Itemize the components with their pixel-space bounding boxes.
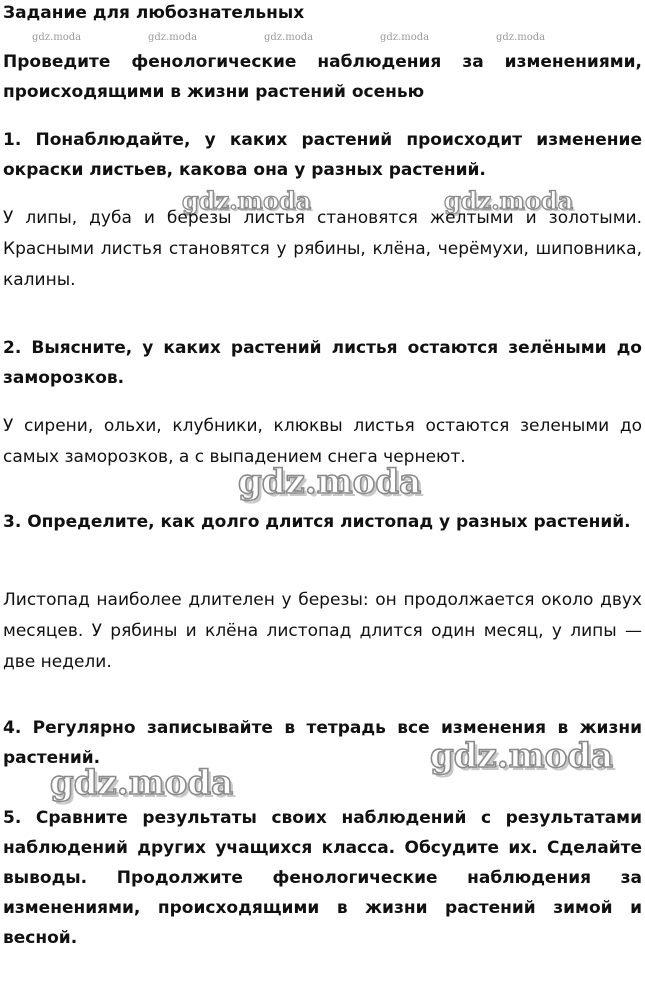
watermark: gdz.moda [430, 736, 614, 776]
watermark: gdz.moda [32, 32, 82, 43]
watermark: gdz.moda [148, 32, 198, 43]
task-2-question: 2. Выясните, у каких растений листья остаются зелёными до заморозков. [3, 338, 642, 388]
task-1-question: 1. Понаблюдайте, у каких растений происходит изменение окраски листьев, какова она у разных растений. [3, 130, 642, 180]
task-4-question: 4. Регулярно записывайте в тетрадь все изменения в жизни растений. [3, 718, 642, 768]
watermark: gdz.moda [238, 462, 422, 502]
task-3-answer: Листопад наиболее длителен у березы: он продолжается около двух месяцев. У рябины и клёна листопад длится один месяц, у липы — две недели. [3, 590, 642, 672]
task-2-answer: У сирени, ольхи, клубники, клюквы листья остаются зелеными до самых заморозков, а с выпадением снега чернеют. [3, 416, 642, 467]
watermark: gdz.moda [496, 32, 546, 43]
task-intro: Проведите фенологические наблюдения за изменениями, происходящими в жизни растений осенью [3, 52, 642, 102]
page-title: Задание для любознательных [3, 3, 305, 23]
watermark: gdz.moda [50, 763, 234, 803]
watermark: gdz.moda [380, 32, 430, 43]
watermark: gdz.moda [444, 186, 574, 215]
watermark: gdz.moda [264, 32, 314, 43]
task-5-question: 5. Сравните результаты своих наблюдений с результатами наблюдений других учащихся класса. Обсудите их. Сделайте выводы. Продолжите фенологические наблюдения за изменениями, происходящими в жизни растений зимой и весной. [3, 808, 642, 948]
watermark: gdz.moda [182, 186, 312, 215]
task-3-question: 3. Определите, как долго длится листопад у разных растений. [3, 512, 631, 532]
task-1-answer: У липы, дуба и березы листья становятся желтыми и золотыми. Красными листья становятся у рябины, клёна, черёмухи, шиповника, калины. [3, 208, 642, 290]
